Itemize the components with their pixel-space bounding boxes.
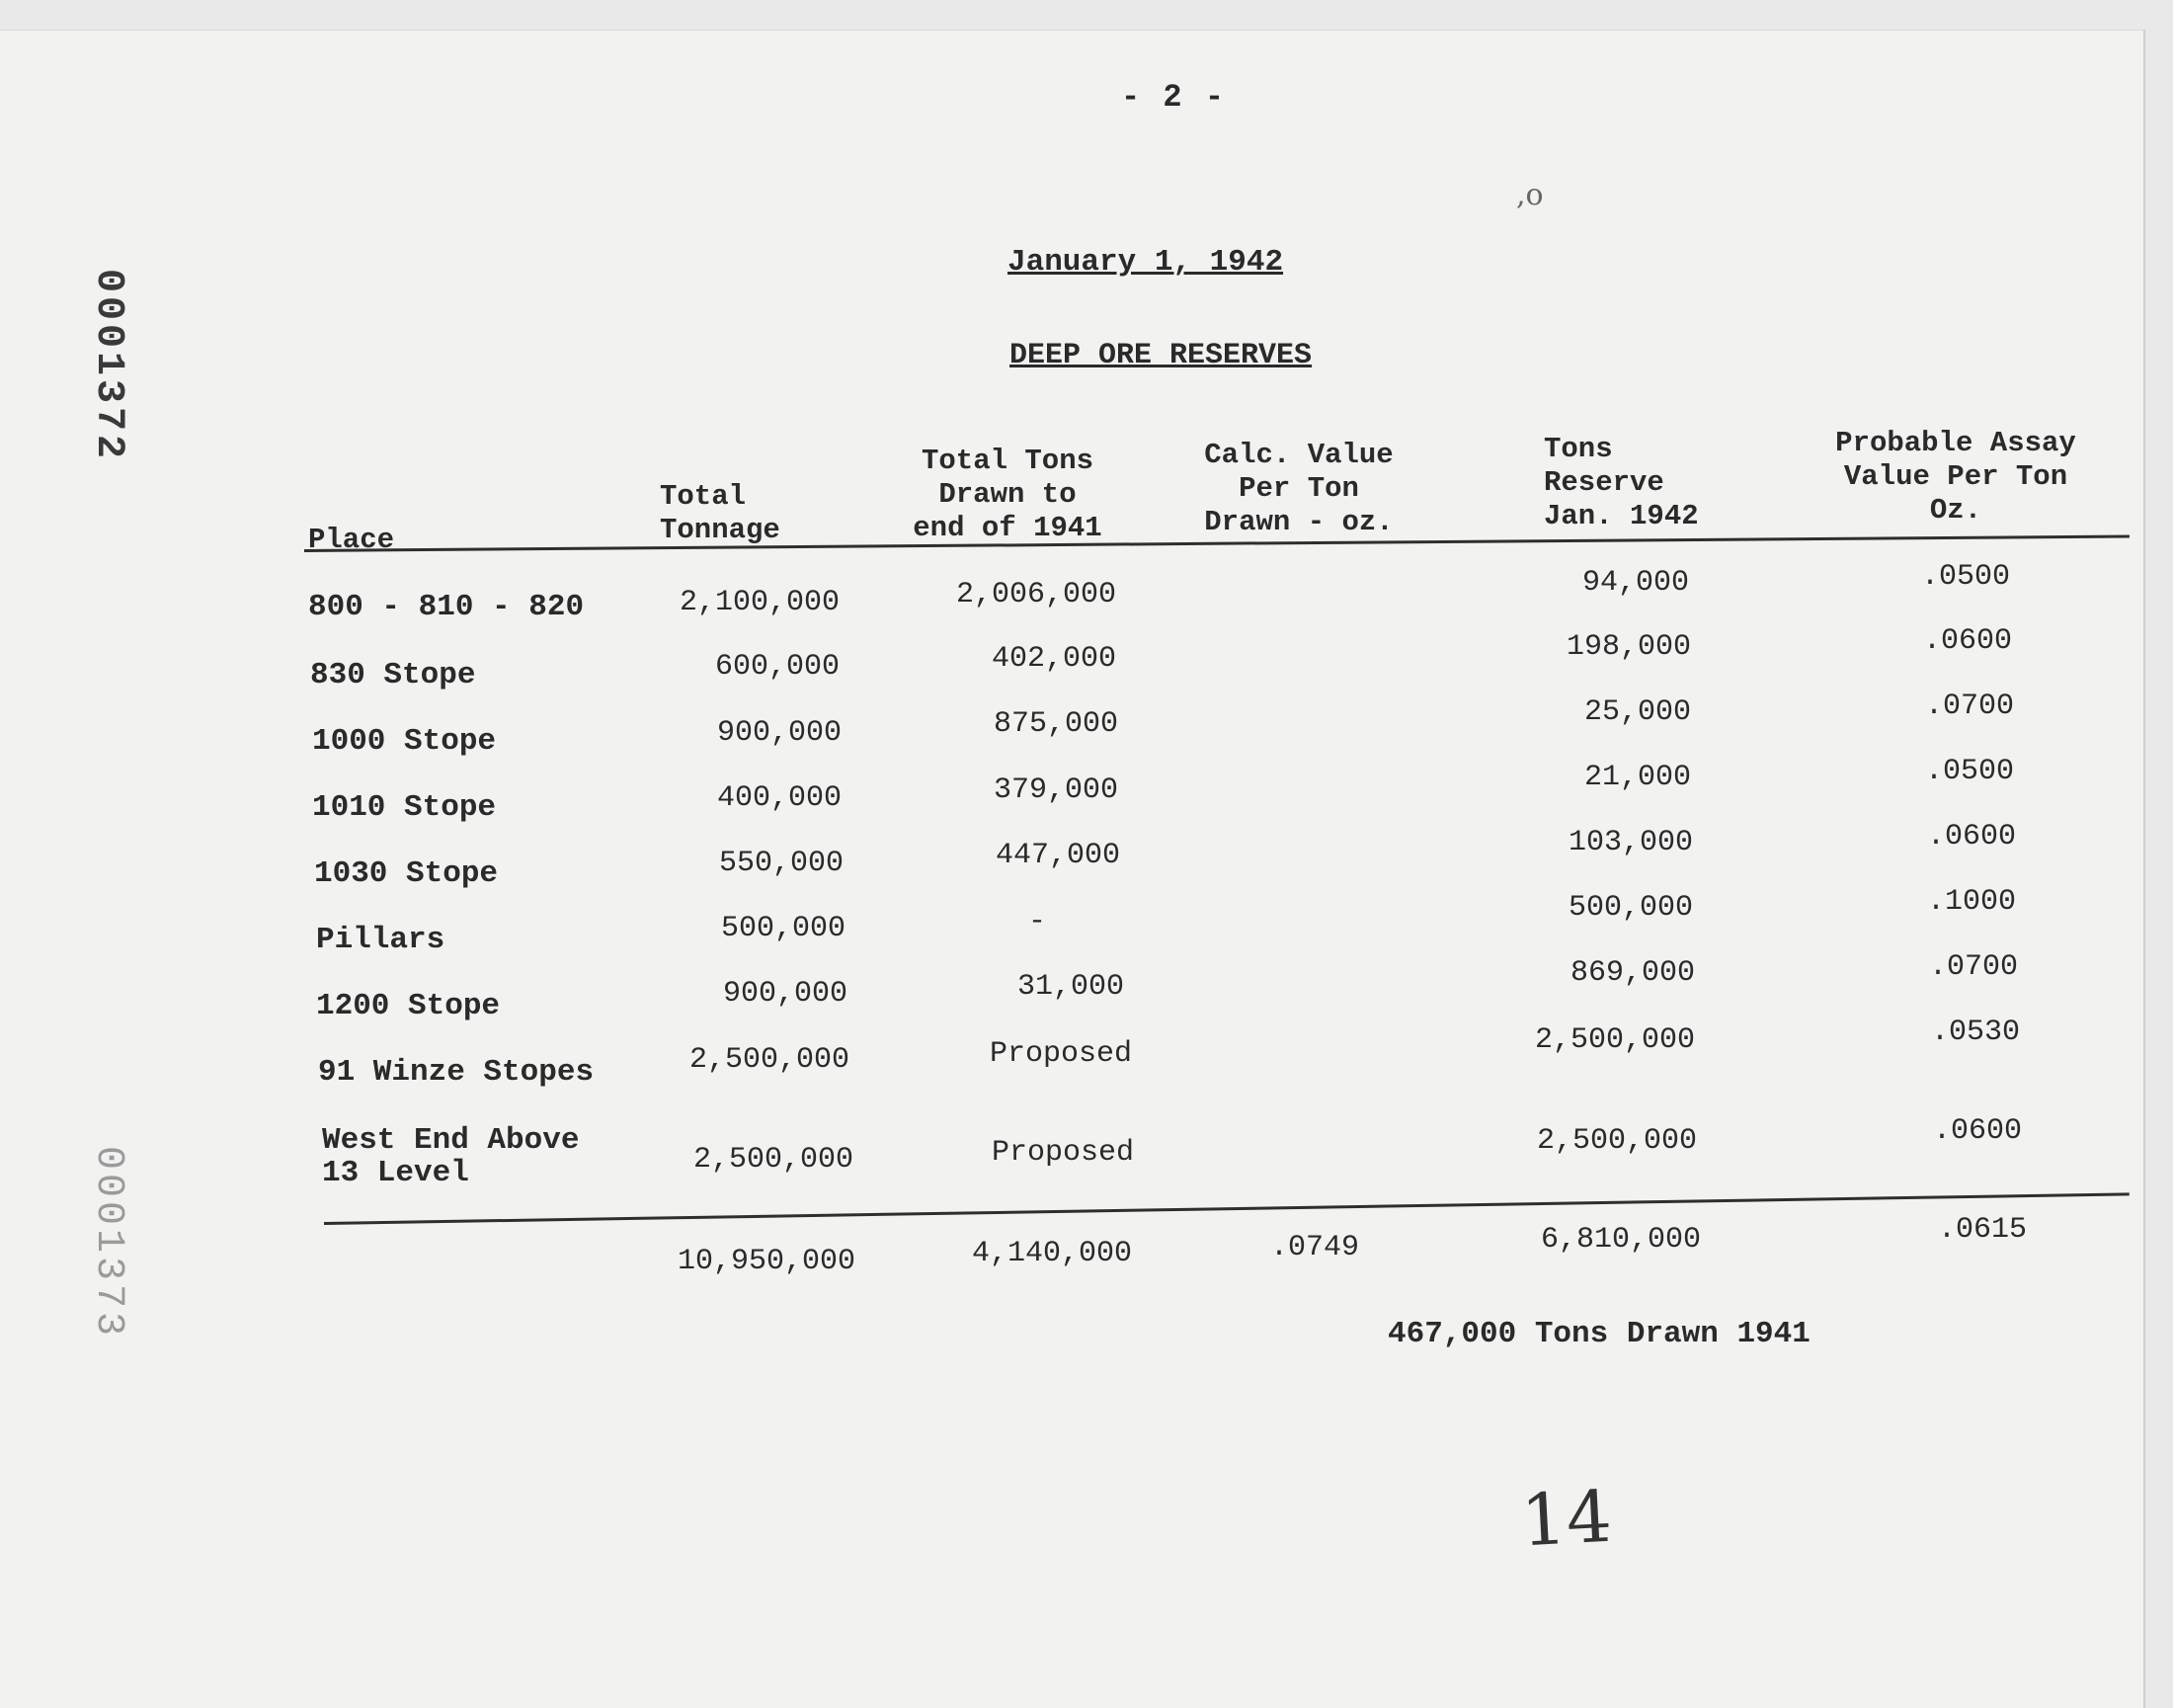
page-number: - 2 - [1121, 79, 1227, 116]
header-line: Oz. [1929, 494, 1982, 527]
cell-place [322, 1124, 579, 1189]
header-line: Total [660, 480, 747, 513]
header-line: Jan. 1942 [1544, 500, 1699, 532]
cell-drawn: Proposed [990, 1037, 1133, 1071]
cell-place: 1000 Stope [312, 724, 497, 759]
cell-drawn: Proposed [992, 1136, 1135, 1170]
cell-drawn: 402,000 [991, 642, 1116, 676]
handwritten-page-number: 14 [1518, 1474, 1614, 1563]
header-line: Tons [1544, 433, 1613, 465]
header-total-tons-drawn [889, 445, 1126, 545]
handwritten-mark: ,o [1516, 178, 1544, 212]
header-probable-assay [1808, 427, 2104, 528]
header-tons-reserve [1544, 433, 1699, 533]
cell-drawn: 2,006,000 [955, 578, 1116, 611]
cell-place: 830 Stope [310, 658, 476, 692]
cell-place: 1010 Stope [312, 790, 497, 825]
cell-total: 400,000 [716, 781, 842, 815]
total-calc-value: .0749 [1270, 1231, 1360, 1264]
cell-total: 550,000 [718, 847, 844, 880]
header-place: Place [308, 524, 395, 556]
cell-total: 2,500,000 [688, 1043, 849, 1077]
cell-reserve: 21,000 [1583, 761, 1691, 794]
header-line: Drawn to [938, 478, 1077, 511]
cell-drawn: 447,000 [995, 839, 1120, 872]
document-title: DEEP ORE RESERVES [1009, 339, 1313, 372]
cell-assay: .0530 [1931, 1016, 2021, 1049]
cell-reserve: 2,500,000 [1534, 1023, 1695, 1057]
cell-reserve: 198,000 [1566, 630, 1691, 664]
header-line: Drawn - oz. [1204, 506, 1394, 538]
cell-reserve: 500,000 [1568, 891, 1693, 925]
cell-total: 2,500,000 [692, 1143, 853, 1177]
cell-total: 2,100,000 [679, 586, 840, 619]
cell-reserve: 869,000 [1569, 956, 1695, 990]
cell-drawn: 31,000 [1016, 970, 1124, 1004]
header-line: Per Ton [1239, 472, 1359, 505]
bates-stamp-top: 0001372 [86, 269, 130, 463]
cell-place: 1030 Stope [314, 856, 499, 891]
cell-place: 1200 Stope [316, 989, 501, 1023]
header-line: Tonnage [660, 514, 780, 546]
cell-place: Pillars [316, 923, 445, 957]
cell-assay: .0600 [1927, 820, 2017, 854]
cell-assay: .0500 [1921, 560, 2011, 594]
cell-reserve: 2,500,000 [1536, 1124, 1697, 1158]
cell-reserve: 94,000 [1581, 566, 1689, 600]
header-line: Value Per Ton [1843, 460, 2068, 493]
cell-total: 500,000 [720, 912, 845, 945]
cell-total: 600,000 [714, 650, 840, 684]
cell-assay: .0600 [1923, 624, 2013, 658]
cell-place: 91 Winze Stopes [318, 1055, 595, 1090]
header-total-tonnage [660, 480, 780, 547]
header-calc-value [1180, 439, 1417, 539]
header-line: Calc. Value [1204, 439, 1394, 471]
header-line: Reserve [1544, 466, 1664, 499]
total-drawn-sum: 4,140,000 [971, 1237, 1132, 1270]
total-tonnage-sum: 10,950,000 [677, 1245, 855, 1278]
cell-total: 900,000 [722, 977, 847, 1011]
document-date: January 1, 1942 [1007, 245, 1284, 280]
cell-assay: .0500 [1925, 755, 2015, 788]
total-reserve-sum: 6,810,000 [1540, 1223, 1701, 1257]
cell-drawn: - [1027, 905, 1046, 938]
cell-assay: .1000 [1927, 885, 2017, 919]
cell-reserve: 103,000 [1568, 826, 1693, 859]
cell-place-line: 13 Level [322, 1156, 469, 1190]
cell-drawn: 379,000 [993, 773, 1118, 807]
header-line: Total Tons [921, 445, 1094, 477]
header-line: Probable Assay [1835, 427, 2076, 459]
cell-assay: .0700 [1929, 950, 2019, 984]
cell-place-line: West End Above [322, 1123, 580, 1158]
header-line: end of 1941 [913, 512, 1102, 544]
footnote: 467,000 Tons Drawn 1941 [1388, 1317, 1811, 1351]
bates-stamp-bottom: 0001373 [86, 1146, 130, 1341]
cell-reserve: 25,000 [1583, 695, 1691, 729]
cell-assay: .0700 [1925, 690, 2015, 723]
cell-place: 800 - 810 - 820 [308, 590, 585, 624]
cell-drawn: 875,000 [993, 707, 1118, 741]
cell-assay: .0600 [1933, 1114, 2023, 1148]
total-assay: .0615 [1938, 1213, 2028, 1247]
cell-total: 900,000 [716, 716, 842, 750]
